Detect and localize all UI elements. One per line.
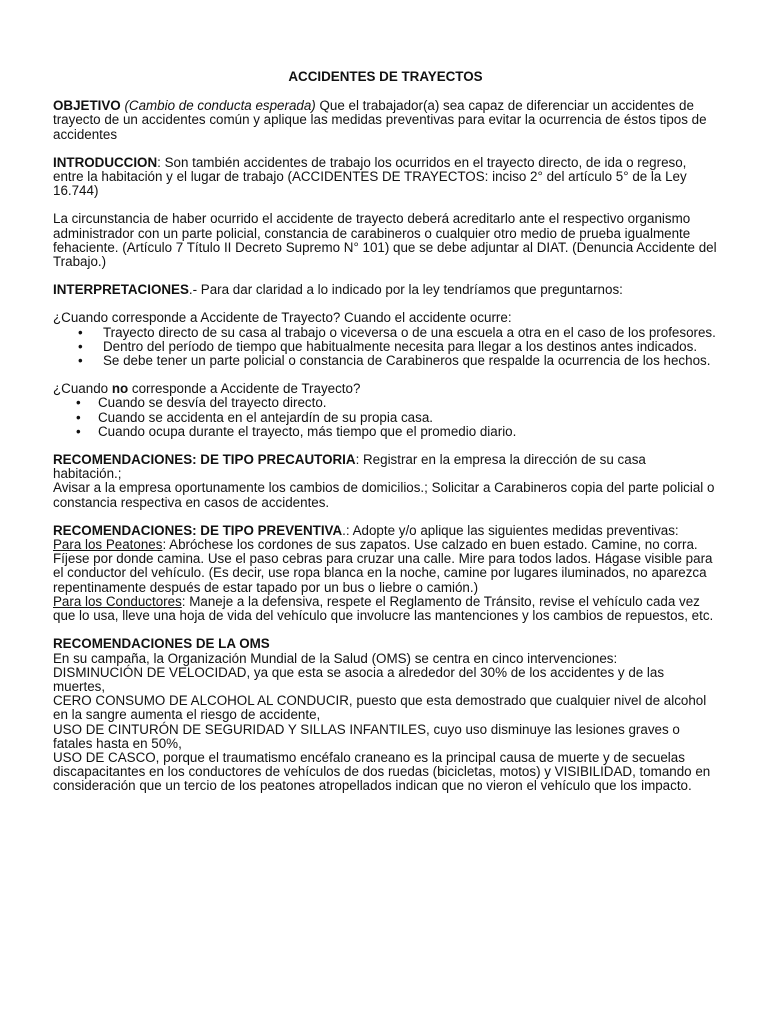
list-item: • Dentro del período de tiempo que habitualmente necesita para llegar a los destinos antes indicados. — [103, 340, 718, 354]
oms-line: En su campaña, la Organización Mundial de la Salud (OMS) se centra en cinco intervenciones: — [53, 650, 618, 666]
cuando-si-list — [53, 326, 718, 369]
preventiva-text: .: Adopte y/o aplique las siguientes medidas preventivas: — [342, 522, 679, 538]
list-item: • Trayecto directo de su casa al trabajo o viceversa o de una escuela a otra en el caso de los profesores. — [103, 326, 718, 340]
objetivo-paragraph — [53, 99, 718, 142]
interpretaciones-paragraph — [53, 283, 718, 297]
precautoria-paragraph-2: Avisar a la empresa oportunamente los cambios de domicilios.; Solicitar a Carabineros copia del parte policial o constancia respectiva en casos de accidentes. — [53, 480, 715, 510]
introduccion-text: : Son también accidentes de trabajo los ocurridos en el trayecto directo, de ida o regreso, entre la habitación y el lugar de trabajo (ACCIDENTES DE TRAYECTOS: inciso 2° del artículo 5° de la Ley 16.744) — [53, 154, 687, 199]
conductores-label: Para los Conductores — [53, 593, 182, 609]
precautoria-section — [53, 453, 718, 510]
introduccion-label: INTRODUCCION — [53, 154, 158, 170]
circunstancia-paragraph: La circunstancia de haber ocurrido el accidente de trayecto deberá acreditarlo ante el respectivo organismo administrador con un parte policial, constancia de carabineros o cualquier otro medio de prueba igualmente fehaciente. (Artículo 7 Título II Decreto Supremo N° 101) que se debe adjuntar al DIAT. (Denuncia Accidente del Trabajo.) — [53, 211, 717, 270]
cuando-si-section — [53, 311, 718, 368]
cuando-no-question-pre: ¿Cuando — [53, 381, 112, 397]
document-title: ACCIDENTES DE TRAYECTOS — [288, 69, 483, 84]
oms-heading — [53, 637, 718, 651]
peatones-text: : Abróchese los cordones de sus zapatos. Use calzado en buen estado. Camine, no corra. — [162, 537, 698, 553]
oms-label: RECOMENDACIONES DE LA OMS — [53, 636, 270, 652]
list-item: • Cuando se desvía del trayecto directo. — [98, 396, 718, 410]
list-item: • Cuando ocupa durante el trayecto, más tiempo que el promedio diario. — [98, 425, 718, 439]
list-item: • Se debe tener un parte policial o constancia de Carabineros que respalde la ocurrencia de los hechos. — [103, 354, 718, 368]
oms-section — [53, 637, 718, 793]
preventiva-paragraph — [53, 524, 718, 538]
oms-line: USO DE CINTURÓN DE SEGURIDAD Y SILLAS INFANTILES, cuyo uso disminuye las lesiones graves o fatales hasta en 50%, — [53, 721, 680, 751]
preventiva-section — [53, 524, 718, 623]
conductores-paragraph — [53, 595, 718, 623]
oms-line: USO DE CASCO, porque el traumatismo encéfalo craneano es la principal causa de muerte y de secuelas discapacitantes en los conductores de vehículos de dos ruedas (bicicletas, motos) y VISIBILIDAD, tomando en consideración que un tercio de los peatones atropellados indican que no vieron el vehículo que los impacto. — [53, 749, 711, 794]
objetivo-text: Que el trabajador(a) sea capaz de diferenciar un accidentes de trayecto de un accidentes común y aplique las medidas preventivas para evitar la ocurrencia de éstos tipos de accidentes — [53, 98, 707, 142]
precautoria-text: : Registrar en la empresa la dirección de su casa habitación.; — [53, 452, 646, 482]
objetivo-italic: (Cambio de conducta esperada) — [124, 98, 316, 114]
cuando-no-question — [53, 382, 718, 396]
cuando-no-question-bold: no — [111, 381, 129, 397]
precautoria-label: RECOMENDACIONES: DE TIPO PRECAUTORIA — [53, 452, 356, 468]
conductores-text: : Maneje a la defensiva, respete el Reglamento de Tránsito, revise el vehículo cada vez que lo usa, lleve una hoja de vida del vehículo que involucre las mantenciones y los cambios de repuestos, etc. — [53, 593, 714, 624]
oms-line: CERO CONSUMO DE ALCOHOL AL CONDUCIR, puesto que esta demostrado que cualquier nivel de alcohol en la sangre aumenta el riesgo de accidente, — [53, 693, 707, 723]
cuando-si-question: ¿Cuando corresponde a Accidente de Trayecto? Cuando el accidente ocurre: — [53, 310, 512, 326]
peatones-paragraph — [53, 538, 718, 552]
list-item: • Cuando se accidenta en el antejardín de su propia casa. — [98, 411, 718, 425]
peatones-paragraph-2: Fíjese por donde camina. Use el paso cebras para cruzar una calle. Mire para todos lados. Hágase visible para el conductor del vehículo. (Es decir, use ropa blanca en la noche, camine por lugares iluminados, no aparezca repentinamente después de estar tapado por un bus o liebre o camión.) — [53, 551, 713, 595]
interpretaciones-label: INTERPRETACIONES — [53, 282, 189, 298]
cuando-no-list — [53, 396, 718, 439]
preventiva-label: RECOMENDACIONES: DE TIPO PREVENTIVA — [53, 522, 343, 538]
objetivo-label: OBJETIVO — [53, 98, 121, 114]
precautoria-paragraph — [53, 453, 718, 481]
interpretaciones-text: .- Para dar claridad a lo indicado por la ley tendríamos que preguntarnos: — [188, 282, 623, 298]
cuando-no-section — [53, 382, 718, 439]
cuando-no-question-post: corresponde a Accidente de Trayecto? — [128, 381, 361, 397]
oms-line: DISMINUCIÓN DE VELOCIDAD, ya que esta se asocia a alrededor del 30% de los accidentes y de las muertes, — [53, 664, 665, 694]
peatones-label: Para los Peatones — [53, 537, 163, 553]
introduccion-paragraph — [53, 156, 718, 199]
